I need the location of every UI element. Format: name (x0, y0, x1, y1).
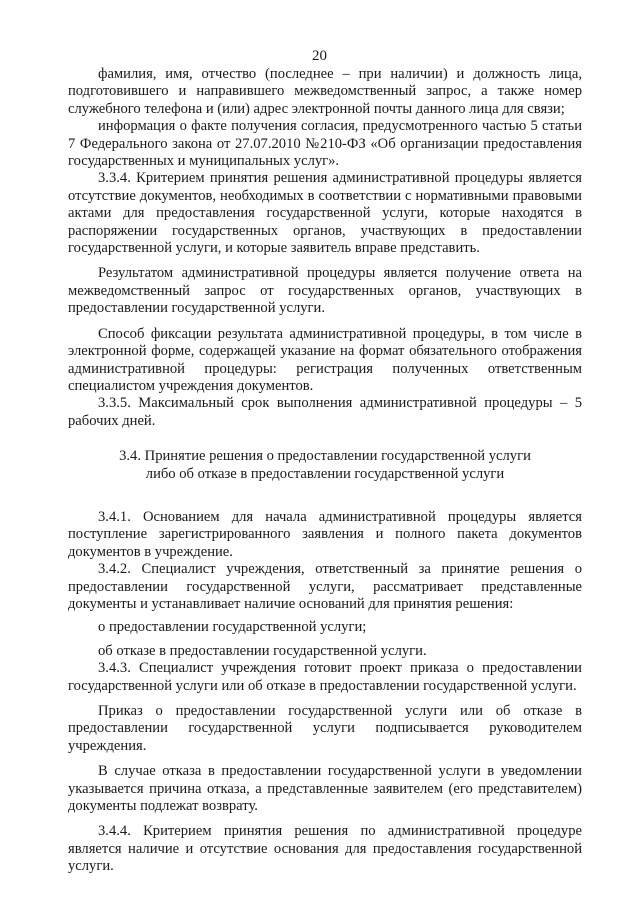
paragraph-3-4-4: 3.4.4. Критерием принятия решения по административной процедуре является наличие и отсутствие основания для предоставления государственной услуги. (68, 823, 582, 875)
paragraph-3-4-3: 3.4.3. Специалист учреждения готовит проект приказа о предоставлении государственной услуги или об отказе в предоставлении государственной услуги. (68, 660, 582, 694)
document-body (68, 66, 582, 876)
list-item-refuse: об отказе в предоставлении государственной услуги. (98, 642, 427, 659)
section-heading-line-1: 3.4. Принятие решения о предоставлении государственной услуги (119, 448, 531, 465)
paragraph-3-3-5: 3.3.5. Максимальный срок выполнения административной процедуры – 5 рабочих дней. (68, 395, 582, 429)
paragraph-consent-info: информация о факте получения согласия, предусмотренного частью 5 статьи 7 Федерального закона от 27.07.2010 №210-ФЗ «Об организации предоставления государственных и муниципальных услуг». (68, 118, 582, 170)
paragraph-procedure-result: Результатом административной процедуры является получение ответа на межведомственный запрос от государственных органов, участвующих в предоставлении государственной услуги. (68, 265, 582, 317)
paragraph-3-4-1: 3.4.1. Основанием для начала административной процедуры является поступление зарегистрированного заявления и полного пакета документов документов в учреждение. (68, 508, 582, 560)
paragraph-3-3-4: 3.3.4. Критерием принятия решения административной процедуры является отсутствие документов, необходимых в соответствии с нормативными правовыми актами для предоставления государственной услуги, которые находятся в распоряжении государственных органов, участвующих в предоставлении государственной услуги, и которые заявитель вправе представить. (68, 170, 582, 257)
section-heading-3-4 (68, 448, 582, 483)
section-heading-line-2: либо об отказе в предоставлении государственной услуги (145, 465, 505, 482)
paragraph-contact-details: фамилия, имя, отчество (последнее – при наличии) и должность лица, подготовившего и направившего межведомственный запрос, а также номер служебного телефона и (или) адрес электронной почты данного лица для связи; (68, 66, 582, 117)
list-item-grant: о предоставлении государственной услуги; (98, 619, 367, 636)
page-number: 20 (312, 48, 327, 64)
paragraph-refusal-notice: В случае отказа в предоставлении государственной услуги в уведомлении указывается причина отказа, а представленные заявителем (его представителем) документы подлежат возврату. (68, 763, 582, 815)
paragraph-3-4-2: 3.4.2. Специалист учреждения, ответственный за принятие решения о предоставлении государственной услуги, рассматривает представленные документы и устанавливает наличие оснований для принятия решения: (68, 561, 582, 612)
paragraph-fixation-method: Способ фиксации результата административной процедуры, в том числе в электронной форме, содержащей указание на формат обязательного отображения административной процедуры: регистрация полученных ответственным специалистом учреждения документов. (68, 325, 582, 394)
paragraph-order-signing: Приказ о предоставлении государственной услуги или об отказе в предоставлении государственной услуги подписывается руководителем учреждения. (68, 703, 582, 754)
